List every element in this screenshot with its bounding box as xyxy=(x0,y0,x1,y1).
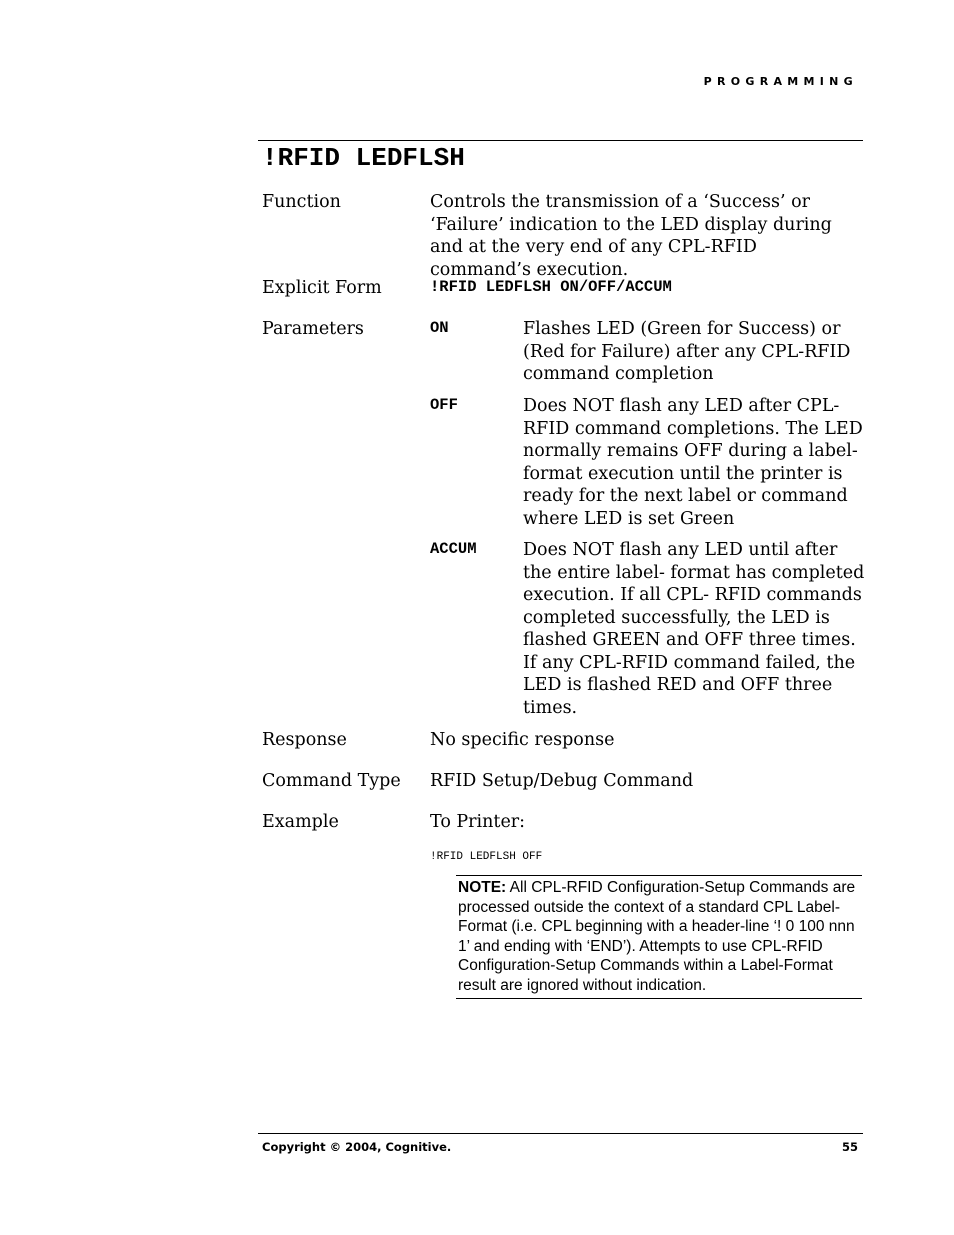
param-accum-name: ACCUM xyxy=(430,540,477,558)
page-title: !RFID LEDFLSH xyxy=(262,143,465,173)
function-label: Function xyxy=(262,192,341,212)
explicit-form-label: Explicit Form xyxy=(262,278,382,298)
title-rule xyxy=(258,140,863,141)
note-box xyxy=(456,875,862,999)
footer-copyright: Copyright © 2004, Cognitive. xyxy=(262,1140,452,1154)
example-intro: To Printer: xyxy=(430,812,526,832)
example-code: !RFID LEDFLSH OFF xyxy=(430,851,543,863)
note-text: All CPL-RFID Configuration-Setup Commands are processed outside the context of a standard CPL Label-Format (i.e. CPL beginning with a header-line ‘! 0 100 nnn 1’ and ending with ‘END’). Attempts to use CPL-RFID Configuration-Setup Commands within a Label-Format result are ignored without indication. xyxy=(458,879,856,994)
running-header: PROGRAMMING xyxy=(703,75,858,88)
parameters-label: Parameters xyxy=(262,319,364,339)
note-label: NOTE: xyxy=(458,879,507,896)
param-on-description: Flashes LED (Green for Success) or (Red for Failure) after any CPL-RFID command completion xyxy=(523,319,851,384)
example-label: Example xyxy=(262,812,339,832)
function-text: Controls the transmission of a ‘Success’ or ‘Failure’ indication to the LED display during and at the very end of any CPL-RFID command’s execution. xyxy=(430,192,832,280)
explicit-form-text: !RFID LEDFLSH ON/OFF/ACCUM xyxy=(430,278,672,296)
param-off-description: Does NOT flash any LED after CPL-RFID command completions. The LED normally remains OFF during a label-format execution until the printer is ready for the next label or command where LED is set Green xyxy=(523,396,863,529)
response-label: Response xyxy=(262,730,347,750)
command-type-text: RFID Setup/Debug Command xyxy=(430,771,694,791)
response-text: No specific response xyxy=(430,730,615,750)
param-off-name: OFF xyxy=(430,396,458,414)
param-on-name: ON xyxy=(430,319,449,337)
command-type-label: Command Type xyxy=(262,771,401,791)
param-accum-description: Does NOT flash any LED until after the entire label- format has completed execution. If all CPL- RFID commands completed successfully, the LED is flashed GREEN and OFF three times. If any CPL-RFID command failed, the LED is flashed RED and OFF three times. xyxy=(523,540,865,718)
footer-rule xyxy=(258,1133,863,1134)
page-number: 55 xyxy=(841,1140,858,1154)
